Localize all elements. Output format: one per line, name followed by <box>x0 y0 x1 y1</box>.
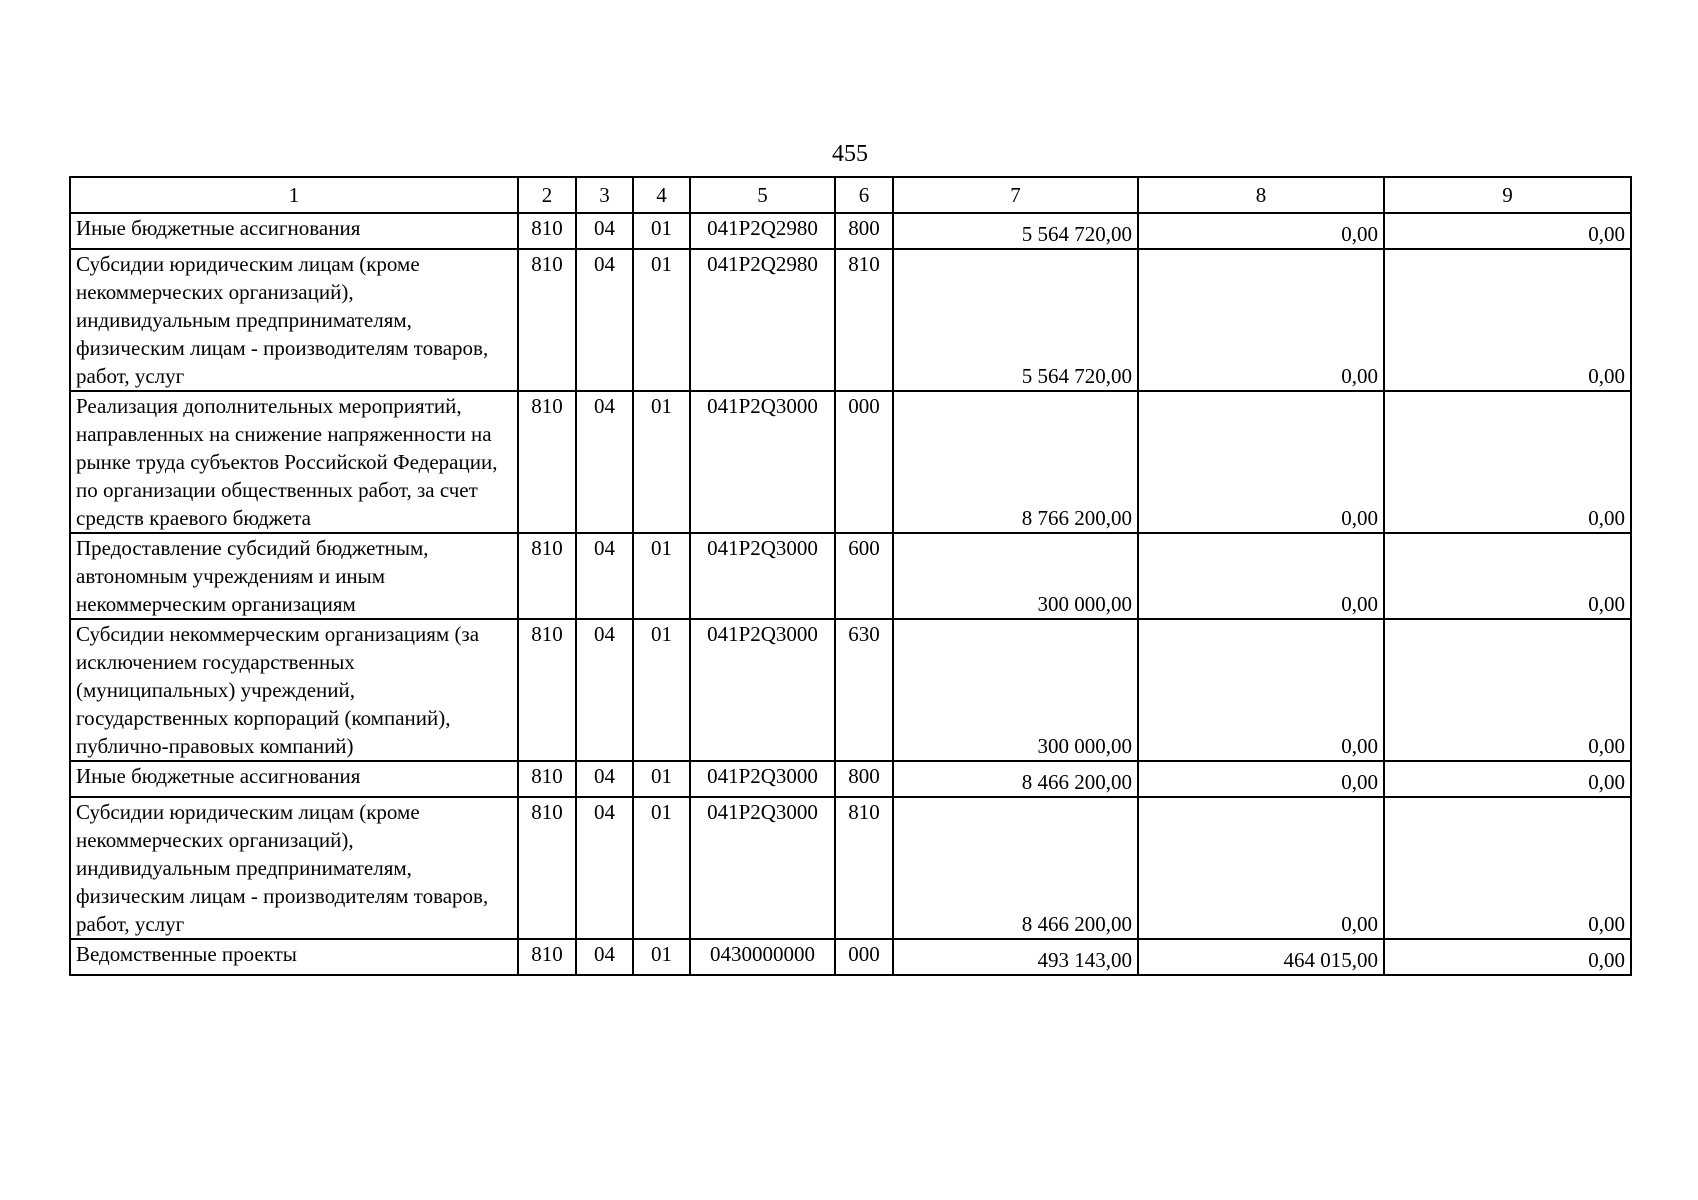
cell-col-5: 0430000000 <box>690 939 835 975</box>
cell-col-9: 0,00 <box>1384 391 1631 533</box>
page-number: 455 <box>832 141 868 167</box>
cell-col-6: 800 <box>835 761 893 797</box>
cell-col-7: 5 564 720,00 <box>893 249 1138 391</box>
cell-col-2: 810 <box>518 797 576 939</box>
row-name: Иные бюджетные ассигнования <box>70 213 518 249</box>
row-name: Иные бюджетные ассигнования <box>70 761 518 797</box>
row-name: Субсидии юридическим лицам (кроме некоммерческих организаций), индивидуальным предпринимателям, физическим лицам - производителям товаров, работ, услуг <box>70 249 518 391</box>
cell-col-9: 0,00 <box>1384 213 1631 249</box>
cell-col-2: 810 <box>518 619 576 761</box>
budget-table <box>69 176 1632 976</box>
cell-col-6: 800 <box>835 213 893 249</box>
cell-col-6: 000 <box>835 939 893 975</box>
cell-col-7: 493 143,00 <box>893 939 1138 975</box>
row-name: Субсидии некоммерческим организациям (за исключением государственных (муниципальных) учреждений, государственных корпораций (компаний), публично-правовых компаний) <box>70 619 518 761</box>
cell-col-4: 01 <box>633 939 690 975</box>
cell-col-5: 041P2Q3000 <box>690 619 835 761</box>
cell-col-5: 041P2Q3000 <box>690 761 835 797</box>
cell-col-8: 0,00 <box>1138 533 1384 619</box>
row-name: Субсидии юридическим лицам (кроме некоммерческих организаций), индивидуальным предпринимателям, физическим лицам - производителям товаров, работ, услуг <box>70 797 518 939</box>
cell-col-4: 01 <box>633 213 690 249</box>
cell-col-7: 300 000,00 <box>893 533 1138 619</box>
row-name: Реализация дополнительных мероприятий, направленных на снижение напряженности на рынке труда субъектов Российской Федерации, по организации общественных работ, за счет средств краевого бюджета <box>70 391 518 533</box>
cell-col-7: 5 564 720,00 <box>893 213 1138 249</box>
cell-col-8: 0,00 <box>1138 797 1384 939</box>
cell-col-9: 0,00 <box>1384 533 1631 619</box>
cell-col-8: 0,00 <box>1138 761 1384 797</box>
row-name: Предоставление субсидий бюджетным, автономным учреждениям и иным некоммерческим организациям <box>70 533 518 619</box>
cell-col-2: 810 <box>518 533 576 619</box>
cell-col-2: 810 <box>518 391 576 533</box>
cell-col-4: 01 <box>633 761 690 797</box>
cell-col-4: 01 <box>633 249 690 391</box>
cell-col-3: 04 <box>576 797 633 939</box>
cell-col-9: 0,00 <box>1384 249 1631 391</box>
header-row <box>70 177 1631 213</box>
cell-col-6: 810 <box>835 249 893 391</box>
column-header-2: 2 <box>518 177 576 213</box>
table-row <box>70 249 1631 391</box>
cell-col-3: 04 <box>576 249 633 391</box>
column-header-9: 9 <box>1384 177 1631 213</box>
cell-col-5: 041P2Q2980 <box>690 213 835 249</box>
cell-col-2: 810 <box>518 761 576 797</box>
table-row <box>70 797 1631 939</box>
cell-col-6: 600 <box>835 533 893 619</box>
table-row <box>70 391 1631 533</box>
table-row <box>70 939 1631 975</box>
table-row <box>70 761 1631 797</box>
cell-col-3: 04 <box>576 761 633 797</box>
column-header-8: 8 <box>1138 177 1384 213</box>
cell-col-8: 464 015,00 <box>1138 939 1384 975</box>
cell-col-2: 810 <box>518 939 576 975</box>
cell-col-3: 04 <box>576 213 633 249</box>
cell-col-9: 0,00 <box>1384 797 1631 939</box>
table-row <box>70 619 1631 761</box>
cell-col-7: 300 000,00 <box>893 619 1138 761</box>
cell-col-8: 0,00 <box>1138 249 1384 391</box>
cell-col-5: 041P2Q2980 <box>690 249 835 391</box>
row-name: Ведомственные проекты <box>70 939 518 975</box>
cell-col-7: 8 766 200,00 <box>893 391 1138 533</box>
cell-col-5: 041P2Q3000 <box>690 797 835 939</box>
column-header-5: 5 <box>690 177 835 213</box>
cell-col-4: 01 <box>633 533 690 619</box>
cell-col-2: 810 <box>518 213 576 249</box>
cell-col-7: 8 466 200,00 <box>893 797 1138 939</box>
cell-col-8: 0,00 <box>1138 619 1384 761</box>
table-row <box>70 533 1631 619</box>
cell-col-9: 0,00 <box>1384 619 1631 761</box>
cell-col-3: 04 <box>576 391 633 533</box>
cell-col-8: 0,00 <box>1138 213 1384 249</box>
cell-col-3: 04 <box>576 619 633 761</box>
cell-col-3: 04 <box>576 533 633 619</box>
cell-col-6: 810 <box>835 797 893 939</box>
cell-col-6: 000 <box>835 391 893 533</box>
column-header-6: 6 <box>835 177 893 213</box>
table-row <box>70 213 1631 249</box>
cell-col-6: 630 <box>835 619 893 761</box>
column-header-4: 4 <box>633 177 690 213</box>
cell-col-4: 01 <box>633 619 690 761</box>
cell-col-2: 810 <box>518 249 576 391</box>
cell-col-7: 8 466 200,00 <box>893 761 1138 797</box>
cell-col-3: 04 <box>576 939 633 975</box>
column-header-7: 7 <box>893 177 1138 213</box>
cell-col-9: 0,00 <box>1384 761 1631 797</box>
cell-col-5: 041P2Q3000 <box>690 391 835 533</box>
cell-col-4: 01 <box>633 391 690 533</box>
cell-col-5: 041P2Q3000 <box>690 533 835 619</box>
cell-col-4: 01 <box>633 797 690 939</box>
cell-col-8: 0,00 <box>1138 391 1384 533</box>
column-header-3: 3 <box>576 177 633 213</box>
cell-col-9: 0,00 <box>1384 939 1631 975</box>
column-header-1: 1 <box>70 177 518 213</box>
